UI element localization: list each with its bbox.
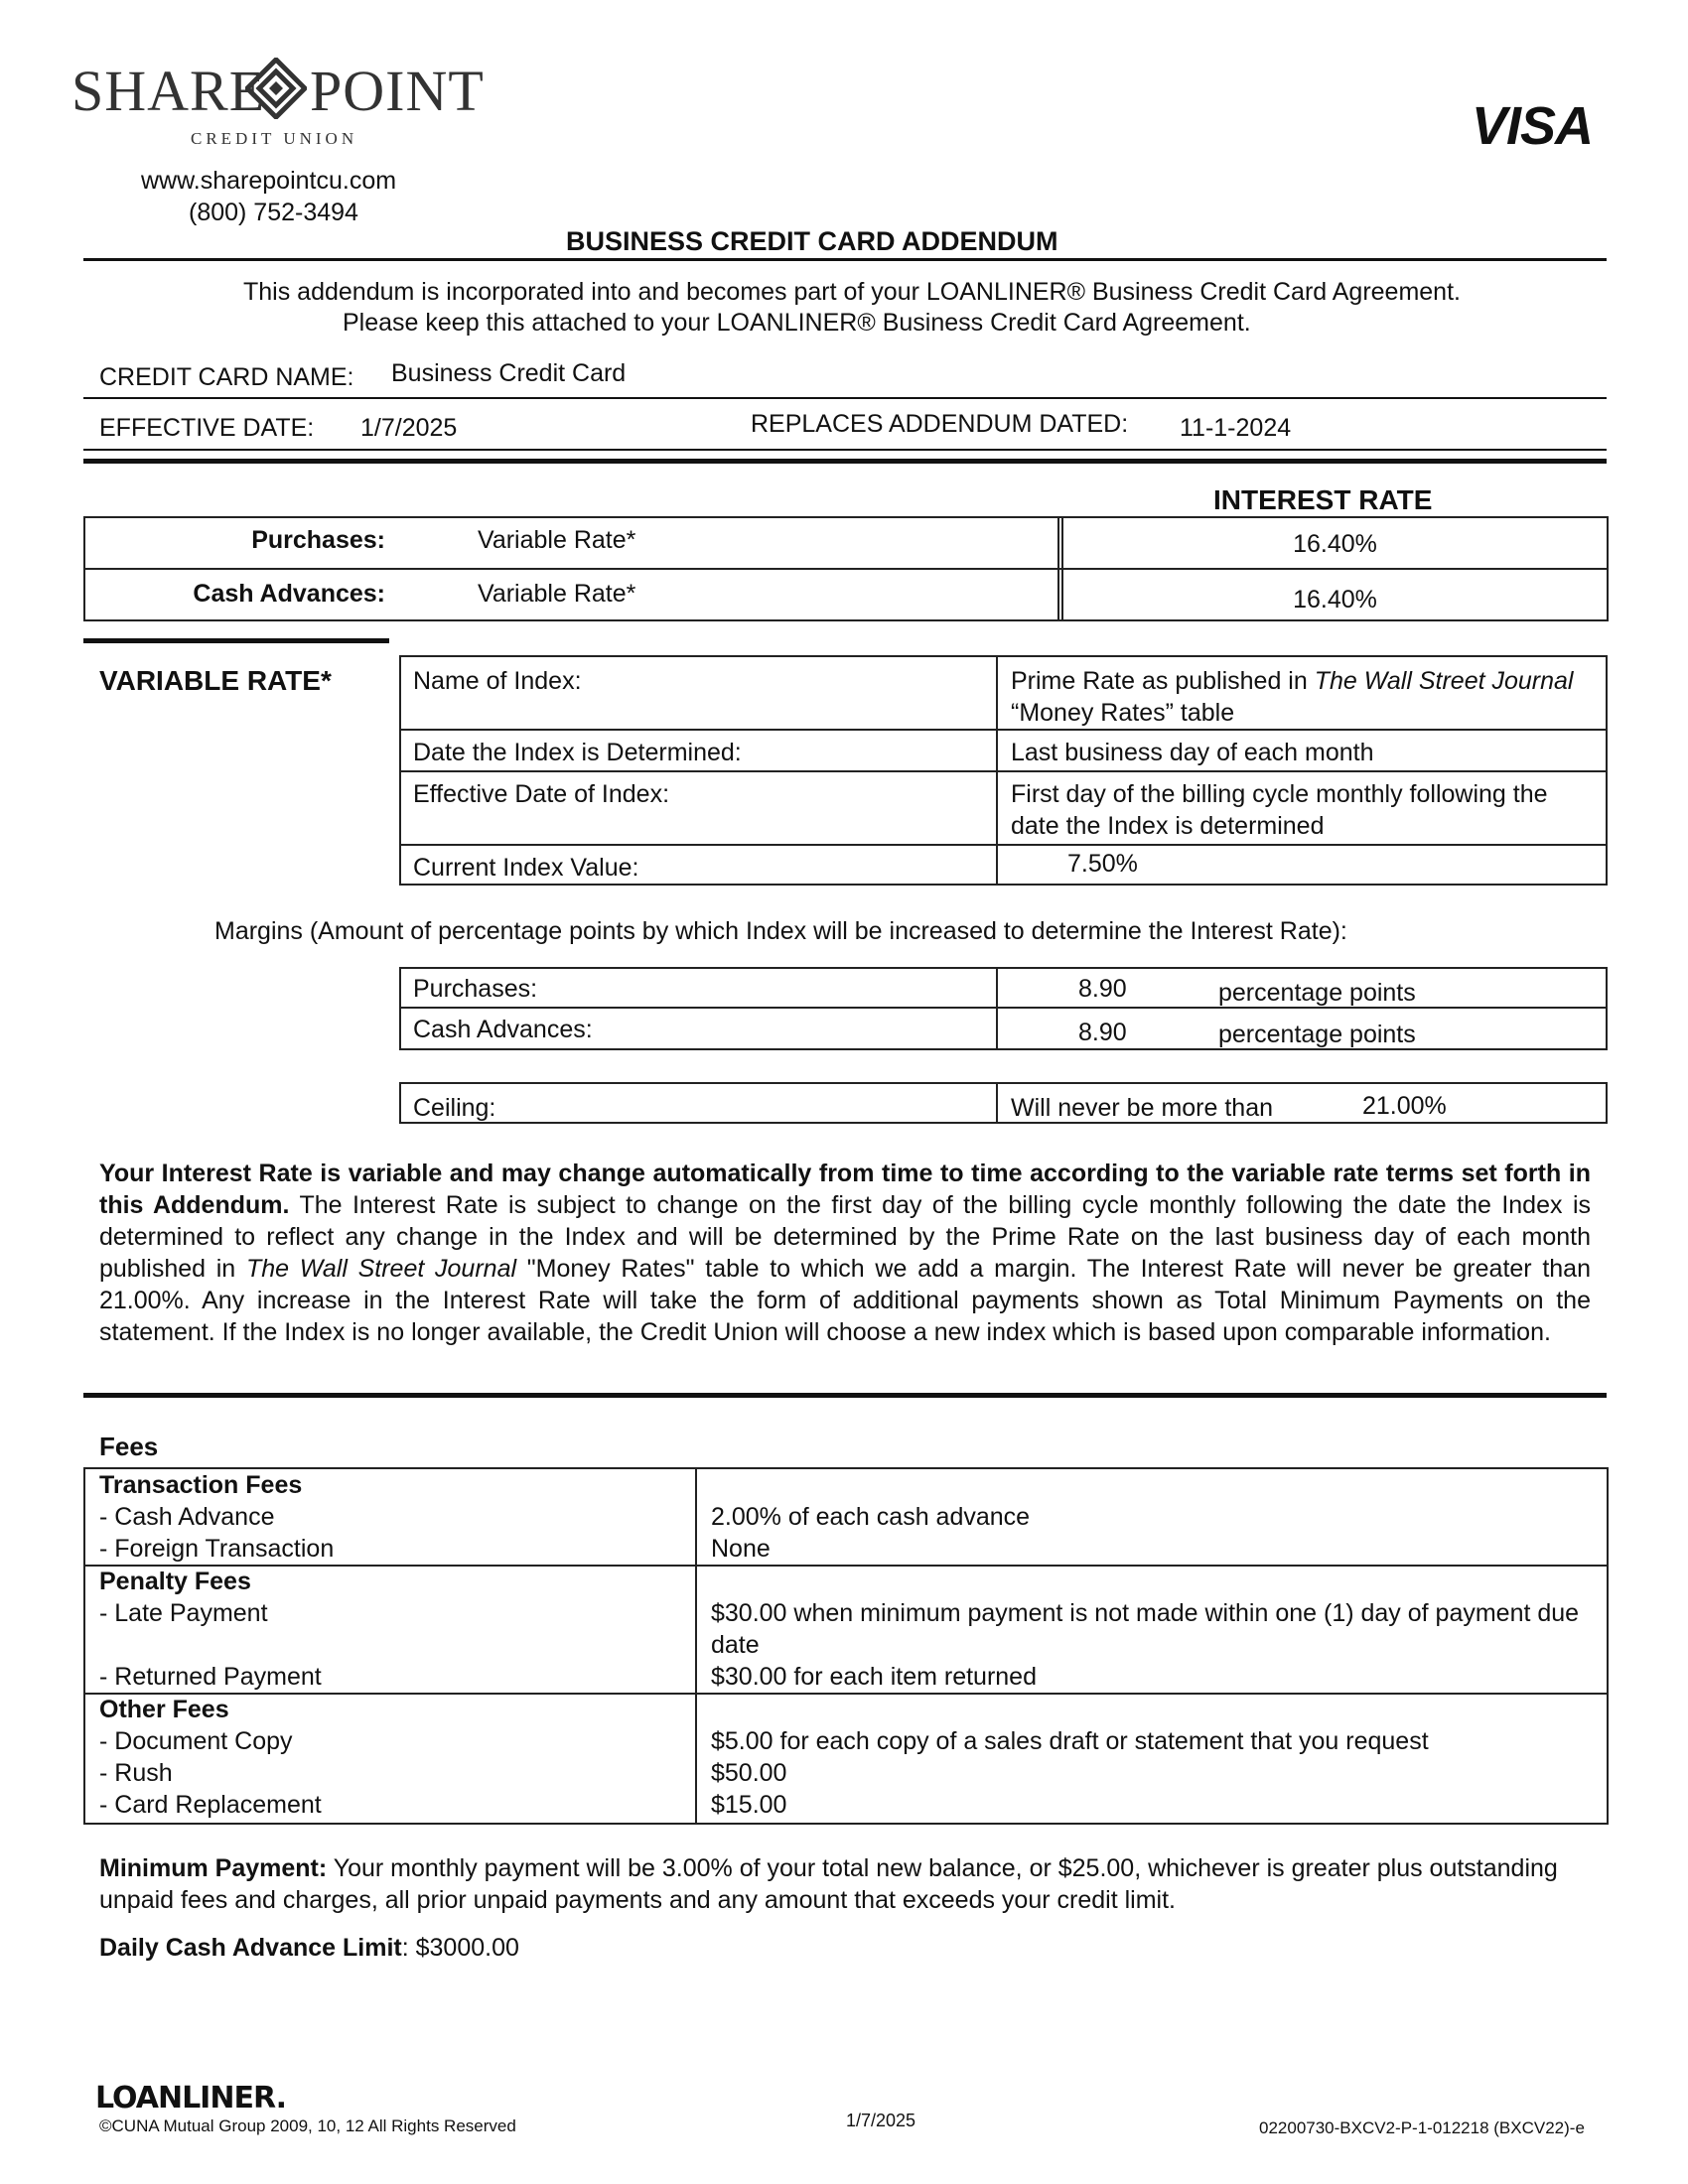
logo-left-text: SHARE — [71, 59, 266, 123]
footer-date: 1/7/2025 — [846, 2111, 916, 2130]
intro-line-1: This addendum is incorporated into and becomes part of your LOANLINER® Business Credit Card Agreement. — [243, 278, 1461, 306]
daily-limit-label: Daily Cash Advance Limit — [99, 1934, 402, 1962]
index-name-text: Prime Rate as published in — [1011, 667, 1315, 695]
divider — [996, 1082, 998, 1124]
fee-label: - Returned Payment — [99, 1663, 322, 1691]
disclosure-text: "Money Rates" table to which we add a margin. The Interest Rate will never be greater than 21.00%. Any increase in the Interest Rate will take the form of additional payments shown as Total Minimum Payments on the statement. If the Index is no longer available, the Credit Union will choose a new index which is based upon comparable information. — [99, 1255, 1591, 1346]
interest-row-rate: 16.40% — [1293, 530, 1377, 558]
fee-label: - Document Copy — [99, 1727, 293, 1755]
card-name-value: Business Credit Card — [391, 359, 627, 387]
variable-rate-heading: VARIABLE RATE* — [99, 665, 332, 696]
divider — [83, 397, 1607, 399]
fee-group-title: Other Fees — [99, 1696, 229, 1723]
divider — [399, 729, 1608, 731]
fee-label: - Late Payment — [99, 1599, 268, 1627]
margins-text: Margins (Amount of percentage points by which Index will be increased to determine the Interest Rate): — [214, 917, 1347, 945]
journal-title: The Wall Street Journal — [1314, 667, 1574, 695]
journal-title: The Wall Street Journal — [245, 1255, 517, 1283]
index-current-value: 7.50% — [1067, 850, 1138, 878]
index-effective-label: Effective Date of Index: — [413, 780, 670, 808]
fee-group-title: Transaction Fees — [99, 1471, 303, 1499]
index-date-label: Date the Index is Determined: — [413, 739, 742, 766]
index-name-value — [1011, 665, 1597, 729]
fee-value: 2.00% of each cash advance — [711, 1503, 1031, 1531]
fee-label: - Foreign Transaction — [99, 1535, 335, 1563]
divider — [399, 1007, 1608, 1009]
divider — [83, 459, 1607, 464]
margin-label: Cash Advances: — [413, 1016, 593, 1043]
interest-row-type: Variable Rate* — [478, 580, 636, 608]
logo-right-text: POINT — [310, 59, 485, 123]
divider — [399, 770, 1608, 772]
minimum-payment — [99, 1852, 1599, 1916]
visa-logo: VISA — [1472, 96, 1594, 156]
interest-row-label: Cash Advances: — [193, 580, 385, 608]
divider — [83, 568, 1609, 570]
replaces-value: 11-1-2024 — [1180, 414, 1292, 442]
replaces-label: REPLACES ADDENDUM DATED: — [751, 410, 1129, 438]
index-effective-value: First day of the billing cycle monthly following the date the Index is determined — [1011, 780, 1548, 840]
interest-row-rate: 16.40% — [1293, 586, 1377, 614]
document-title: BUSINESS CREDIT CARD ADDENDUM — [566, 226, 1058, 256]
loanliner-logo: LOANLINER. — [95, 2081, 287, 2116]
fee-group-title: Penalty Fees — [99, 1568, 251, 1595]
footer-copyright: ©CUNA Mutual Group 2009, 10, 12 All Rights Reserved — [99, 2116, 516, 2135]
divider — [83, 638, 389, 643]
website-link[interactable]: www.sharepointcu.com — [141, 167, 397, 195]
index-name-text: “Money Rates” table — [1011, 699, 1235, 727]
divider — [996, 967, 998, 1050]
ceiling-label: Ceiling: — [413, 1094, 496, 1122]
fee-value: $30.00 for each item returned — [711, 1663, 1037, 1691]
interest-row-label: Purchases: — [251, 526, 385, 554]
fee-value: None — [711, 1535, 771, 1563]
divider — [399, 844, 1608, 846]
minimum-payment-label: Minimum Payment: — [99, 1854, 328, 1882]
fee-value: $5.00 for each copy of a sales draft or statement that you request — [711, 1727, 1429, 1755]
card-name-label: CREDIT CARD NAME: — [99, 363, 354, 391]
divider — [695, 1467, 697, 1825]
interest-row-type: Variable Rate* — [478, 526, 636, 554]
fee-value: $50.00 — [711, 1759, 787, 1787]
margin-value: 8.90 — [1078, 1019, 1127, 1046]
daily-limit-value: : $3000.00 — [401, 1934, 519, 1962]
divider — [1057, 516, 1059, 621]
margin-value: 8.90 — [1078, 975, 1127, 1003]
daily-cash-advance-limit — [99, 1934, 519, 1963]
margin-label: Purchases: — [413, 975, 538, 1003]
minimum-payment-text: Your monthly payment will be 3.00% of your total new balance, or $25.00, whichever is greater plus outstanding unpaid fees and charges, all prior unpaid payments and any amount that exceeds your credit limit. — [99, 1854, 1558, 1914]
disclosure-bold: Your Interest Rate is variable and may change automatically from time to time according to the variable rate terms set forth in this Addendum. — [99, 1160, 1591, 1219]
index-current-label: Current Index Value: — [413, 854, 639, 882]
fee-value: $15.00 — [711, 1791, 787, 1819]
effective-date-value: 1/7/2025 — [360, 414, 458, 442]
fee-label: - Card Replacement — [99, 1791, 322, 1819]
variable-rate-disclosure — [99, 1158, 1591, 1348]
interest-rate-heading: INTEREST RATE — [1213, 484, 1433, 515]
ceiling-text: Will never be more than — [1011, 1094, 1274, 1122]
phone-number: (800) 752-3494 — [189, 199, 358, 226]
divider — [83, 449, 1607, 451]
intro-line-2: Please keep this attached to your LOANLINER® Business Credit Card Agreement. — [343, 309, 1251, 337]
ceiling-value: 21.00% — [1362, 1092, 1447, 1120]
logo-subtitle: CREDIT UNION — [191, 129, 358, 148]
fee-label: - Cash Advance — [99, 1503, 275, 1531]
divider — [83, 1693, 1609, 1695]
margin-unit: percentage points — [1218, 1021, 1416, 1048]
logo — [71, 58, 498, 123]
divider — [83, 258, 1607, 261]
index-name-label: Name of Index: — [413, 667, 582, 695]
index-date-value: Last business day of each month — [1011, 739, 1374, 766]
divider — [83, 1565, 1609, 1567]
logo-diamond-icon — [245, 58, 307, 119]
effective-date-label: EFFECTIVE DATE: — [99, 414, 315, 442]
fee-label: - Rush — [99, 1759, 173, 1787]
fee-value: $30.00 when minimum payment is not made within one (1) day of payment due date — [711, 1599, 1580, 1659]
footer-form-code: 02200730-BXCV2-P-1-012218 (BXCV22)-e — [1259, 2118, 1585, 2137]
disclosure-text: The Interest Rate is subject to change on the first day of the billing cycle monthly following the date the Index is determined to reflect any change in the Index and will be determined by the Prime Rate on the last business day of each month published in — [99, 1191, 1591, 1283]
margin-unit: percentage points — [1218, 979, 1416, 1007]
divider — [83, 1393, 1607, 1398]
fees-heading: Fees — [99, 1432, 159, 1461]
